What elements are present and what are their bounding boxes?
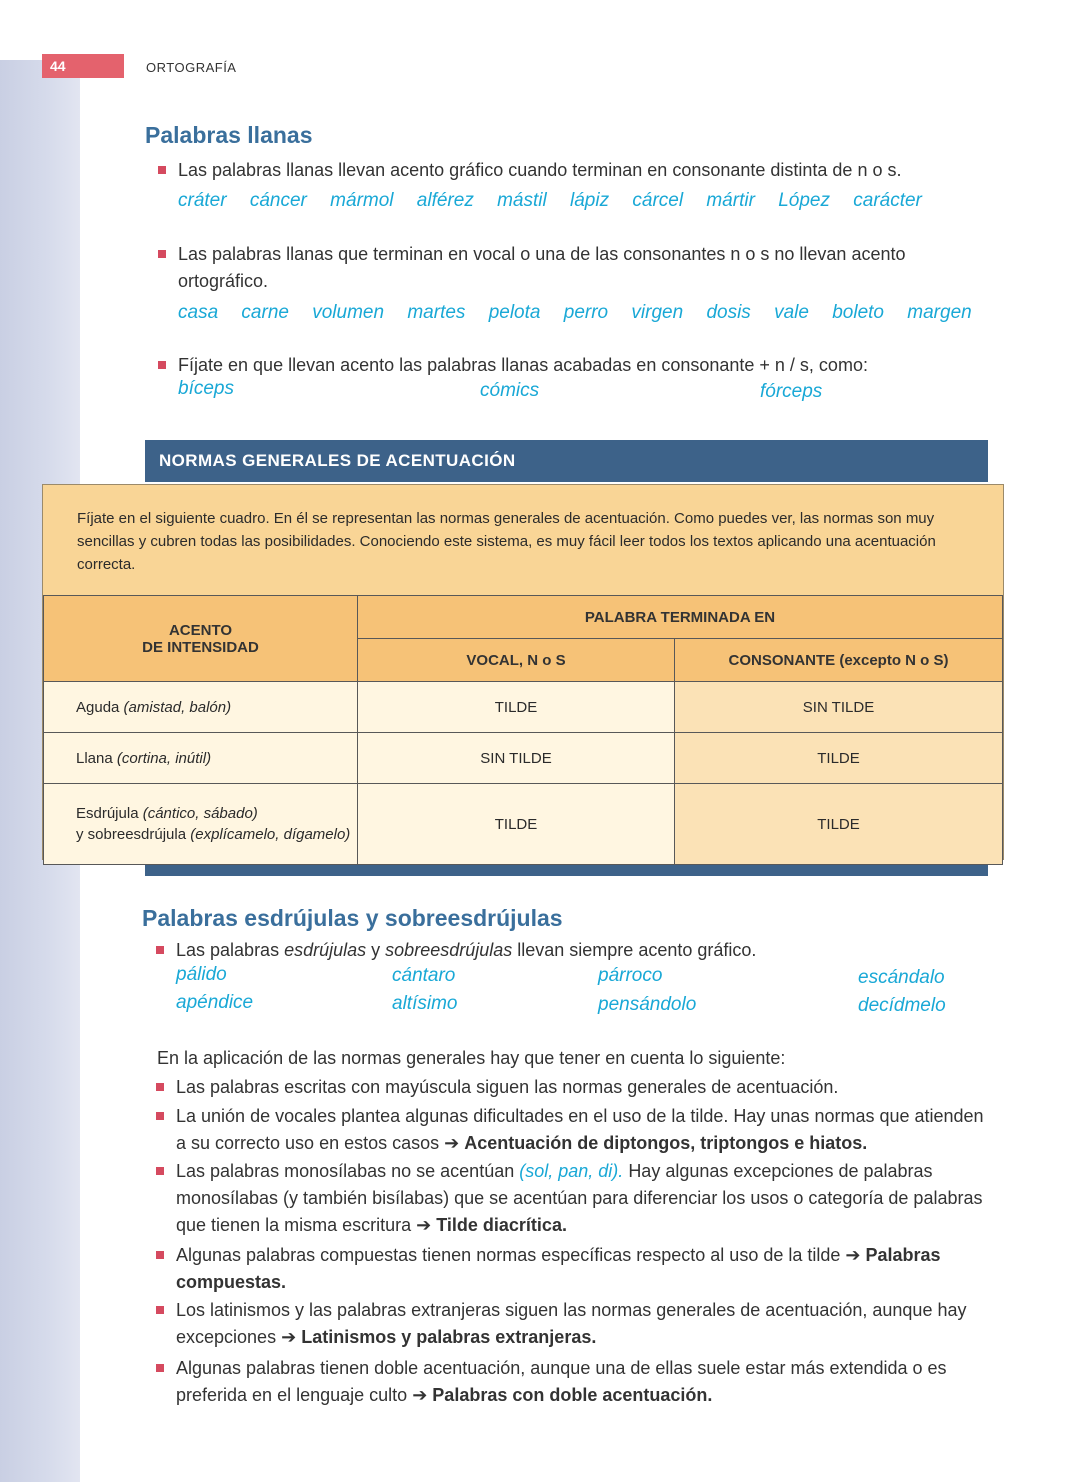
example-word: párroco (598, 965, 663, 986)
header-vocal: VOCAL, N o S (358, 639, 675, 682)
row-label: Aguda (76, 698, 120, 716)
arrow-icon: ➔ (412, 1385, 428, 1405)
cross-reference: Palabras compuestas. (176, 1245, 941, 1292)
example-word: mástil (497, 190, 547, 211)
aplicacion-bullet-4 (176, 1242, 986, 1296)
example-word: bíceps (178, 378, 234, 399)
row-label-llana (44, 733, 358, 784)
text: Algunas palabras tienen doble acentuación, aunque una de ellas suele estar más extendida o es preferida en el lenguaje culto (176, 1358, 947, 1405)
text: Algunas palabras compuestas tienen normas específicas respecto al uso de la tilde (176, 1245, 841, 1265)
example-word: fórceps (760, 381, 823, 402)
normas-table (43, 595, 1003, 865)
row-label: Esdrújula (76, 805, 139, 822)
row-examples: (explícamelo, dígamelo) (190, 826, 351, 843)
section-label: ORTOGRAFÍA (146, 60, 237, 75)
cross-reference: Acentuación de diptongos, triptongos e hiatos. (464, 1133, 868, 1153)
llanas-rule-3: Fíjate en que llevan acento las palabras llanas acabadas en consonante + n / s, como: (178, 352, 988, 379)
row-label-aguda (44, 682, 358, 733)
cross-reference: Tilde diacrítica. (436, 1215, 567, 1235)
aplicacion-bullet-3 (176, 1158, 986, 1239)
example-word: decídmelo (858, 995, 946, 1016)
example-word: pálido (176, 964, 227, 985)
example-word: virgen (631, 302, 684, 323)
arrow-icon: ➔ (444, 1133, 460, 1153)
example-word: vale (774, 302, 809, 323)
example-word: casa (178, 302, 219, 323)
text-italic: esdrújulas (284, 940, 367, 960)
aplicacion-bullet-6 (176, 1355, 986, 1409)
example-word: cáncer (249, 190, 307, 211)
example-word: cómics (480, 380, 540, 401)
aplicacion-intro: En la aplicación de las normas generales hay que tener en cuenta lo siguiente: (157, 1048, 786, 1068)
llanas-examples-2 (178, 302, 990, 324)
example-word: perro (563, 302, 609, 323)
example-word: boleto (832, 302, 884, 323)
cross-reference: Latinismos y palabras extranjeras. (301, 1327, 597, 1347)
heading-palabras-esdrujulas: Palabras esdrújulas y sobreesdrújulas (142, 905, 563, 931)
example-word: volumen (312, 302, 385, 323)
normas-banner: NORMAS GENERALES DE ACENTUACIÓN (145, 440, 988, 482)
cell-consonante: TILDE (675, 784, 1003, 865)
cell-vocal: TILDE (358, 784, 675, 865)
text: Hay algunas excepciones de palabras monosílabas (y también bisílabas) que se acentúan para diferenciar los usos o categoría de palabras que tienen la misma escritura (176, 1161, 983, 1235)
example-word: carácter (853, 190, 922, 211)
text: Las palabras monosílabas no se acentúan (176, 1161, 515, 1181)
example-word: martes (407, 302, 466, 323)
example-word: mártir (706, 190, 755, 211)
row-label: Llana (76, 749, 113, 767)
header-consonante: CONSONANTE (excepto N o S) (675, 639, 1003, 682)
example-word: altísimo (392, 993, 458, 1014)
example-word: apéndice (176, 992, 254, 1013)
example-word: cántaro (392, 965, 456, 986)
header-acento-line2: DE INTENSIDAD (142, 638, 259, 656)
llanas-rule-2-line2: ortográfico. (178, 271, 269, 291)
example-word: pelota (488, 302, 541, 323)
example-word: dosis (706, 302, 751, 323)
example-word: cárcel (632, 190, 684, 211)
table-row (44, 784, 1003, 865)
llanas-rule-2 (178, 241, 988, 295)
text: y (371, 940, 381, 960)
example-word: margen (907, 302, 972, 323)
text: llevan siempre acento gráfico. (517, 940, 757, 960)
page-number: 44 (42, 54, 124, 78)
row-label: y sobreesdrújula (76, 826, 187, 843)
cross-reference: Palabras con doble acentuación. (432, 1385, 713, 1405)
llanas-examples-1 (178, 190, 940, 212)
cell-vocal: TILDE (358, 682, 675, 733)
cell-vocal: SIN TILDE (358, 733, 675, 784)
example-word: alférez (416, 190, 474, 211)
table-row (44, 682, 1003, 733)
table-row (44, 733, 1003, 784)
row-label-esdrujula (44, 784, 358, 865)
row-examples: (cortina, inútil) (116, 749, 212, 767)
example-word: pensándolo (598, 994, 697, 1015)
llanas-rule-2-line1: Las palabras llanas que terminan en vocal o una de las consonantes n o s no llevan acento (178, 244, 906, 264)
text: Las palabras (176, 940, 280, 960)
text-italic: sobreesdrújulas (385, 940, 513, 960)
heading-palabras-llanas: Palabras llanas (145, 122, 313, 148)
example-word: carne (241, 302, 289, 323)
arrow-icon: ➔ (281, 1327, 297, 1347)
example-word: López (778, 190, 830, 211)
example-word: mármol (330, 190, 394, 211)
text: La unión de vocales plantea algunas dificultades en el uso de la tilde. Hay unas normas que atienden a su correcto uso en estos casos (176, 1106, 984, 1153)
arrow-icon: ➔ (416, 1215, 432, 1235)
example-words: (sol, pan, di). (519, 1161, 624, 1181)
aplicacion-bullet-1: Las palabras escritas con mayúscula siguen las normas generales de acentuación. (176, 1074, 986, 1101)
example-word: cráter (178, 190, 227, 211)
header-acento (44, 596, 358, 682)
cell-consonante: SIN TILDE (675, 682, 1003, 733)
row-examples: (cántico, sábado) (142, 805, 258, 822)
text: Los latinismos y las palabras extranjeras siguen las normas generales de acentuación, aunque hay excepciones (176, 1300, 967, 1347)
llanas-rule-1: Las palabras llanas llevan acento gráfico cuando terminan en consonante distinta de n o s. (178, 157, 988, 184)
normas-intro: Fíjate en el siguiente cuadro. En él se representan las normas generales de acentuación. Como puedes ver, las normas son muy sencillas y cubren todas las posibilidades. Conociendo este sistema, es muy fácil leer todos los textos aplicando una acentuación correcta. (77, 510, 936, 573)
example-word: escándalo (858, 967, 945, 988)
aplicacion-bullet-5 (176, 1297, 986, 1351)
aplicacion-bullet-2 (176, 1103, 986, 1157)
cell-consonante: TILDE (675, 733, 1003, 784)
example-word: lápiz (570, 190, 610, 211)
row-examples: (amistad, balón) (123, 698, 232, 716)
header-palabra-terminada: PALABRA TERMINADA EN (358, 596, 1003, 639)
normas-panel (42, 484, 1004, 860)
esdrujulas-rule (176, 937, 986, 964)
header-acento-line1: ACENTO (168, 621, 233, 639)
arrow-icon: ➔ (845, 1245, 861, 1265)
